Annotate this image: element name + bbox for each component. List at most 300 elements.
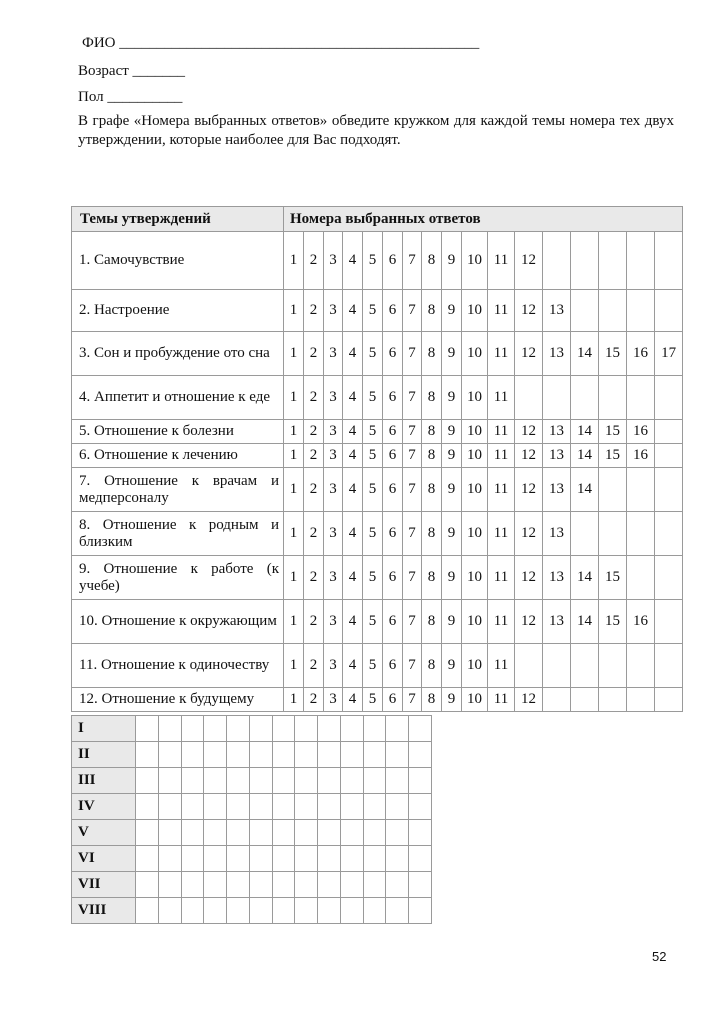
answer-number[interactable]: 6 — [383, 556, 403, 600]
answer-number[interactable]: 14 — [571, 444, 599, 468]
answer-number[interactable]: 4 — [343, 688, 363, 712]
summary-cell[interactable] — [227, 794, 250, 820]
summary-cell[interactable] — [340, 846, 363, 872]
answer-number[interactable]: 10 — [462, 376, 488, 420]
answer-number[interactable]: 7 — [403, 644, 422, 688]
answer-number[interactable]: 8 — [422, 512, 442, 556]
answer-number[interactable]: 12 — [515, 420, 543, 444]
summary-cell[interactable] — [409, 872, 432, 898]
summary-cell[interactable] — [295, 794, 318, 820]
summary-cell[interactable] — [227, 768, 250, 794]
summary-cell[interactable] — [340, 768, 363, 794]
empty-cell — [627, 468, 655, 512]
answer-number[interactable]: 2 — [304, 376, 324, 420]
summary-cell[interactable] — [249, 898, 272, 924]
answer-number[interactable]: 13 — [543, 600, 571, 644]
answer-number[interactable]: 9 — [442, 420, 462, 444]
answer-number[interactable]: 5 — [363, 600, 383, 644]
summary-cell[interactable] — [272, 716, 295, 742]
answer-number[interactable]: 12 — [515, 332, 543, 376]
answer-number[interactable]: 6 — [383, 600, 403, 644]
answer-number[interactable]: 11 — [488, 332, 515, 376]
answer-number[interactable]: 3 — [324, 512, 343, 556]
answer-number[interactable]: 2 — [304, 688, 324, 712]
answer-number[interactable]: 8 — [422, 600, 442, 644]
answer-number[interactable]: 3 — [324, 644, 343, 688]
answer-number[interactable]: 6 — [383, 468, 403, 512]
answer-number[interactable]: 6 — [383, 420, 403, 444]
answer-number[interactable]: 13 — [543, 468, 571, 512]
summary-cell[interactable] — [363, 820, 386, 846]
summary-cell[interactable] — [204, 716, 227, 742]
answer-number[interactable]: 13 — [543, 556, 571, 600]
answer-number[interactable]: 12 — [515, 290, 543, 332]
answer-number[interactable]: 7 — [403, 232, 422, 290]
summary-cell[interactable] — [318, 820, 341, 846]
summary-cell[interactable] — [181, 716, 204, 742]
summary-cell[interactable] — [136, 742, 159, 768]
summary-cell[interactable] — [386, 716, 409, 742]
summary-cell[interactable] — [249, 742, 272, 768]
answer-number[interactable]: 10 — [462, 468, 488, 512]
summary-cell[interactable] — [363, 898, 386, 924]
summary-cell[interactable] — [318, 768, 341, 794]
answer-number[interactable]: 3 — [324, 376, 343, 420]
summary-cell[interactable] — [363, 846, 386, 872]
summary-cell[interactable] — [249, 872, 272, 898]
answer-number[interactable]: 5 — [363, 644, 383, 688]
summary-cell[interactable] — [272, 846, 295, 872]
answer-number[interactable]: 5 — [363, 688, 383, 712]
answer-number[interactable]: 9 — [442, 688, 462, 712]
answer-number[interactable]: 9 — [442, 332, 462, 376]
answer-number[interactable]: 9 — [442, 444, 462, 468]
answer-number[interactable]: 10 — [462, 444, 488, 468]
answer-number[interactable]: 2 — [304, 232, 324, 290]
summary-cell[interactable] — [181, 872, 204, 898]
answer-number[interactable]: 16 — [627, 444, 655, 468]
summary-cell[interactable] — [249, 716, 272, 742]
summary-cell[interactable] — [409, 794, 432, 820]
summary-cell[interactable] — [204, 794, 227, 820]
answer-number[interactable]: 3 — [324, 290, 343, 332]
summary-cell[interactable] — [181, 846, 204, 872]
answer-number[interactable]: 10 — [462, 600, 488, 644]
table-row — [72, 512, 683, 556]
answer-number[interactable]: 13 — [543, 512, 571, 556]
answer-number[interactable]: 1 — [284, 290, 304, 332]
summary-cell[interactable] — [204, 742, 227, 768]
answer-number[interactable]: 1 — [284, 376, 304, 420]
answer-number[interactable]: 13 — [543, 420, 571, 444]
answer-number[interactable]: 12 — [515, 444, 543, 468]
answer-number[interactable]: 7 — [403, 688, 422, 712]
summary-cell[interactable] — [204, 846, 227, 872]
summary-cell[interactable] — [363, 872, 386, 898]
answer-number[interactable]: 11 — [488, 444, 515, 468]
summary-cell[interactable] — [409, 820, 432, 846]
summary-cell[interactable] — [249, 846, 272, 872]
answer-number[interactable]: 1 — [284, 644, 304, 688]
summary-cell[interactable] — [227, 846, 250, 872]
empty-cell — [571, 512, 599, 556]
summary-cell[interactable] — [204, 898, 227, 924]
topic-label: 12. Отношение к будущему — [72, 688, 284, 712]
answer-number[interactable]: 13 — [543, 290, 571, 332]
answer-number[interactable]: 8 — [422, 688, 442, 712]
answer-number[interactable]: 7 — [403, 512, 422, 556]
summary-cell[interactable] — [158, 742, 181, 768]
summary-cell[interactable] — [295, 898, 318, 924]
answer-number[interactable]: 4 — [343, 232, 363, 290]
answer-number[interactable]: 8 — [422, 290, 442, 332]
answer-number[interactable]: 1 — [284, 444, 304, 468]
answer-number[interactable]: 10 — [462, 332, 488, 376]
summary-cell[interactable] — [158, 716, 181, 742]
answers-table — [71, 206, 683, 712]
answer-number[interactable]: 5 — [363, 512, 383, 556]
answer-number[interactable]: 1 — [284, 420, 304, 444]
summary-cell[interactable] — [340, 898, 363, 924]
fio-field[interactable]: ФИО ________________________________________________ — [82, 35, 480, 51]
answer-number[interactable]: 9 — [442, 376, 462, 420]
answer-number[interactable]: 1 — [284, 512, 304, 556]
empty-cell — [655, 468, 683, 512]
answer-number[interactable]: 5 — [363, 232, 383, 290]
answer-number[interactable]: 5 — [363, 468, 383, 512]
summary-cell[interactable] — [295, 716, 318, 742]
summary-cell[interactable] — [136, 820, 159, 846]
answer-number[interactable]: 3 — [324, 600, 343, 644]
summary-cell[interactable] — [386, 742, 409, 768]
answer-number[interactable]: 4 — [343, 332, 363, 376]
answer-number[interactable]: 7 — [403, 600, 422, 644]
summary-cell[interactable] — [272, 768, 295, 794]
answer-number[interactable]: 10 — [462, 512, 488, 556]
answer-number[interactable]: 5 — [363, 376, 383, 420]
answer-number[interactable]: 15 — [599, 600, 627, 644]
sex-field[interactable]: Пол __________ — [78, 89, 183, 105]
answer-number[interactable]: 6 — [383, 512, 403, 556]
answer-number[interactable]: 14 — [571, 420, 599, 444]
summary-cell[interactable] — [158, 794, 181, 820]
answer-number[interactable]: 2 — [304, 290, 324, 332]
answer-number[interactable]: 1 — [284, 556, 304, 600]
answer-number[interactable]: 4 — [343, 444, 363, 468]
summary-cell[interactable] — [386, 768, 409, 794]
answer-number[interactable]: 2 — [304, 644, 324, 688]
summary-cell[interactable] — [386, 820, 409, 846]
summary-cell[interactable] — [227, 716, 250, 742]
answer-number[interactable]: 11 — [488, 556, 515, 600]
header-topics: Темы утверждений — [72, 207, 284, 232]
answer-number[interactable]: 4 — [343, 512, 363, 556]
answer-number[interactable]: 4 — [343, 290, 363, 332]
empty-cell — [655, 444, 683, 468]
summary-row-label: V — [72, 820, 136, 846]
answer-number[interactable]: 12 — [515, 688, 543, 712]
summary-cell[interactable] — [386, 872, 409, 898]
answer-number[interactable]: 13 — [543, 444, 571, 468]
summary-cell[interactable] — [340, 872, 363, 898]
summary-cell[interactable] — [363, 768, 386, 794]
answer-number[interactable]: 9 — [442, 232, 462, 290]
answer-number[interactable]: 11 — [488, 232, 515, 290]
summary-cell[interactable] — [181, 768, 204, 794]
summary-cell[interactable] — [227, 742, 250, 768]
answer-number[interactable]: 14 — [571, 468, 599, 512]
summary-cell[interactable] — [409, 898, 432, 924]
answer-number[interactable]: 11 — [488, 468, 515, 512]
answer-number[interactable]: 7 — [403, 556, 422, 600]
answer-number[interactable]: 1 — [284, 688, 304, 712]
answer-number[interactable]: 4 — [343, 644, 363, 688]
answer-number[interactable]: 14 — [571, 600, 599, 644]
summary-cell[interactable] — [158, 898, 181, 924]
answer-number[interactable]: 8 — [422, 468, 442, 512]
answer-number[interactable]: 3 — [324, 688, 343, 712]
summary-cell[interactable] — [340, 742, 363, 768]
answer-number[interactable]: 12 — [515, 468, 543, 512]
summary-cell[interactable] — [136, 716, 159, 742]
answer-number[interactable]: 5 — [363, 556, 383, 600]
summary-cell[interactable] — [409, 742, 432, 768]
summary-cell[interactable] — [295, 768, 318, 794]
summary-cell[interactable] — [386, 846, 409, 872]
summary-cell[interactable] — [386, 898, 409, 924]
answer-number[interactable]: 6 — [383, 290, 403, 332]
summary-cell[interactable] — [318, 872, 341, 898]
summary-cell[interactable] — [272, 820, 295, 846]
answer-number[interactable]: 7 — [403, 420, 422, 444]
answer-number[interactable]: 8 — [422, 556, 442, 600]
answer-number[interactable]: 15 — [599, 420, 627, 444]
answer-number[interactable]: 8 — [422, 420, 442, 444]
empty-cell — [655, 688, 683, 712]
answer-number[interactable]: 3 — [324, 332, 343, 376]
answer-number[interactable]: 15 — [599, 444, 627, 468]
answer-number[interactable]: 6 — [383, 232, 403, 290]
answer-number[interactable]: 14 — [571, 556, 599, 600]
summary-cell[interactable] — [363, 794, 386, 820]
answer-number[interactable]: 2 — [304, 420, 324, 444]
topic-label: 9. Отношение к работе (к учебе) — [72, 556, 284, 600]
empty-cell — [627, 688, 655, 712]
answer-number[interactable]: 5 — [363, 332, 383, 376]
table-header-row — [72, 207, 683, 232]
answer-number[interactable]: 7 — [403, 376, 422, 420]
answer-number[interactable]: 1 — [284, 600, 304, 644]
answer-number[interactable]: 7 — [403, 290, 422, 332]
summary-cell[interactable] — [136, 794, 159, 820]
answer-number[interactable]: 8 — [422, 232, 442, 290]
topic-label: 6. Отношение к лечению — [72, 444, 284, 468]
summary-row — [72, 716, 432, 742]
answer-number[interactable]: 3 — [324, 232, 343, 290]
summary-cell[interactable] — [158, 872, 181, 898]
answer-number[interactable]: 13 — [543, 332, 571, 376]
summary-cell[interactable] — [340, 794, 363, 820]
answer-number[interactable]: 3 — [324, 420, 343, 444]
summary-cell[interactable] — [295, 820, 318, 846]
answer-number[interactable]: 4 — [343, 468, 363, 512]
empty-cell — [571, 644, 599, 688]
answer-number[interactable]: 9 — [442, 290, 462, 332]
answer-number[interactable]: 6 — [383, 688, 403, 712]
answer-number[interactable]: 7 — [403, 332, 422, 376]
summary-cell[interactable] — [136, 898, 159, 924]
summary-cell[interactable] — [158, 768, 181, 794]
answer-number[interactable]: 8 — [422, 644, 442, 688]
answer-number[interactable]: 15 — [599, 332, 627, 376]
summary-cell[interactable] — [181, 898, 204, 924]
answer-number[interactable]: 3 — [324, 444, 343, 468]
answer-number[interactable]: 1 — [284, 232, 304, 290]
answer-number[interactable]: 6 — [383, 376, 403, 420]
answer-number[interactable]: 2 — [304, 332, 324, 376]
answer-number[interactable]: 7 — [403, 444, 422, 468]
answer-number[interactable]: 6 — [383, 644, 403, 688]
answer-number[interactable]: 6 — [383, 444, 403, 468]
answer-number[interactable]: 4 — [343, 420, 363, 444]
summary-row — [72, 742, 432, 768]
summary-cell[interactable] — [204, 768, 227, 794]
answer-number[interactable]: 5 — [363, 420, 383, 444]
answer-number[interactable]: 9 — [442, 600, 462, 644]
summary-cell[interactable] — [295, 872, 318, 898]
summary-cell[interactable] — [340, 820, 363, 846]
summary-cell[interactable] — [318, 846, 341, 872]
summary-cell[interactable] — [386, 794, 409, 820]
header-answers: Номера выбранных ответов — [284, 207, 683, 232]
answer-number[interactable]: 12 — [515, 512, 543, 556]
summary-cell[interactable] — [249, 820, 272, 846]
summary-cell[interactable] — [295, 742, 318, 768]
answer-number[interactable]: 10 — [462, 232, 488, 290]
summary-cell[interactable] — [318, 716, 341, 742]
answer-number[interactable]: 8 — [422, 376, 442, 420]
answer-number[interactable]: 2 — [304, 600, 324, 644]
answer-number[interactable]: 3 — [324, 468, 343, 512]
answer-number[interactable]: 16 — [627, 420, 655, 444]
empty-cell — [599, 290, 627, 332]
answer-number[interactable]: 12 — [515, 556, 543, 600]
answer-number[interactable]: 7 — [403, 468, 422, 512]
summary-cell[interactable] — [409, 768, 432, 794]
answer-number[interactable]: 12 — [515, 600, 543, 644]
summary-cell[interactable] — [318, 898, 341, 924]
answer-number[interactable]: 9 — [442, 644, 462, 688]
empty-cell — [571, 688, 599, 712]
summary-row-label: II — [72, 742, 136, 768]
summary-cell[interactable] — [409, 716, 432, 742]
answer-number[interactable]: 12 — [515, 232, 543, 290]
summary-cell[interactable] — [227, 872, 250, 898]
summary-cell[interactable] — [272, 794, 295, 820]
answer-number[interactable]: 10 — [462, 556, 488, 600]
answer-number[interactable]: 17 — [655, 332, 683, 376]
answer-number[interactable]: 2 — [304, 444, 324, 468]
answer-number[interactable]: 1 — [284, 332, 304, 376]
answer-number[interactable]: 10 — [462, 644, 488, 688]
summary-cell[interactable] — [363, 742, 386, 768]
summary-cell[interactable] — [363, 716, 386, 742]
answer-number[interactable]: 11 — [488, 644, 515, 688]
summary-cell[interactable] — [227, 898, 250, 924]
answer-number[interactable]: 10 — [462, 420, 488, 444]
summary-cell[interactable] — [318, 742, 341, 768]
summary-cell[interactable] — [340, 716, 363, 742]
answer-number[interactable]: 9 — [442, 512, 462, 556]
topic-label: 1. Самочувствие — [72, 232, 284, 290]
answer-number[interactable]: 8 — [422, 332, 442, 376]
answer-number[interactable]: 5 — [363, 290, 383, 332]
answer-number[interactable]: 8 — [422, 444, 442, 468]
age-field[interactable]: Возраст _______ — [78, 63, 186, 79]
summary-cell[interactable] — [249, 768, 272, 794]
summary-cell[interactable] — [204, 820, 227, 846]
answer-number[interactable]: 9 — [442, 468, 462, 512]
summary-cell[interactable] — [181, 820, 204, 846]
topic-label: 2. Настроение — [72, 290, 284, 332]
answer-number[interactable]: 1 — [284, 468, 304, 512]
summary-table — [71, 715, 432, 924]
answer-number[interactable]: 14 — [571, 332, 599, 376]
answer-number[interactable]: 11 — [488, 290, 515, 332]
summary-cell[interactable] — [136, 846, 159, 872]
summary-cell[interactable] — [249, 794, 272, 820]
summary-cell[interactable] — [272, 898, 295, 924]
answer-number[interactable]: 2 — [304, 556, 324, 600]
answer-number[interactable]: 3 — [324, 556, 343, 600]
summary-cell[interactable] — [136, 768, 159, 794]
answer-number[interactable]: 5 — [363, 444, 383, 468]
answer-number[interactable]: 11 — [488, 600, 515, 644]
answer-number[interactable]: 4 — [343, 556, 363, 600]
summary-cell[interactable] — [409, 846, 432, 872]
answer-number[interactable]: 11 — [488, 376, 515, 420]
answer-number[interactable]: 11 — [488, 512, 515, 556]
answer-number[interactable]: 10 — [462, 688, 488, 712]
answer-number[interactable]: 16 — [627, 600, 655, 644]
answer-number[interactable]: 2 — [304, 468, 324, 512]
answer-number[interactable]: 9 — [442, 556, 462, 600]
summary-row — [72, 768, 432, 794]
answer-number[interactable]: 4 — [343, 600, 363, 644]
summary-cell[interactable] — [181, 742, 204, 768]
answer-number[interactable]: 11 — [488, 420, 515, 444]
answer-number[interactable]: 6 — [383, 332, 403, 376]
answer-number[interactable]: 16 — [627, 332, 655, 376]
summary-cell[interactable] — [318, 794, 341, 820]
summary-cell[interactable] — [158, 820, 181, 846]
summary-cell[interactable] — [204, 872, 227, 898]
summary-cell[interactable] — [272, 872, 295, 898]
summary-cell[interactable] — [272, 742, 295, 768]
empty-cell — [571, 376, 599, 420]
summary-cell[interactable] — [181, 794, 204, 820]
answer-number[interactable]: 2 — [304, 512, 324, 556]
summary-cell[interactable] — [136, 872, 159, 898]
summary-cell[interactable] — [227, 820, 250, 846]
answer-number[interactable]: 10 — [462, 290, 488, 332]
answer-number[interactable]: 15 — [599, 556, 627, 600]
answer-number[interactable]: 4 — [343, 376, 363, 420]
instruction-text: В графе «Номера выбранных ответов» обведите кружком для каждой темы номера тех двух утверждении, которые наиболее для Вас подходят. — [78, 113, 674, 148]
summary-cell[interactable] — [295, 846, 318, 872]
summary-cell[interactable] — [158, 846, 181, 872]
answer-number[interactable]: 11 — [488, 688, 515, 712]
